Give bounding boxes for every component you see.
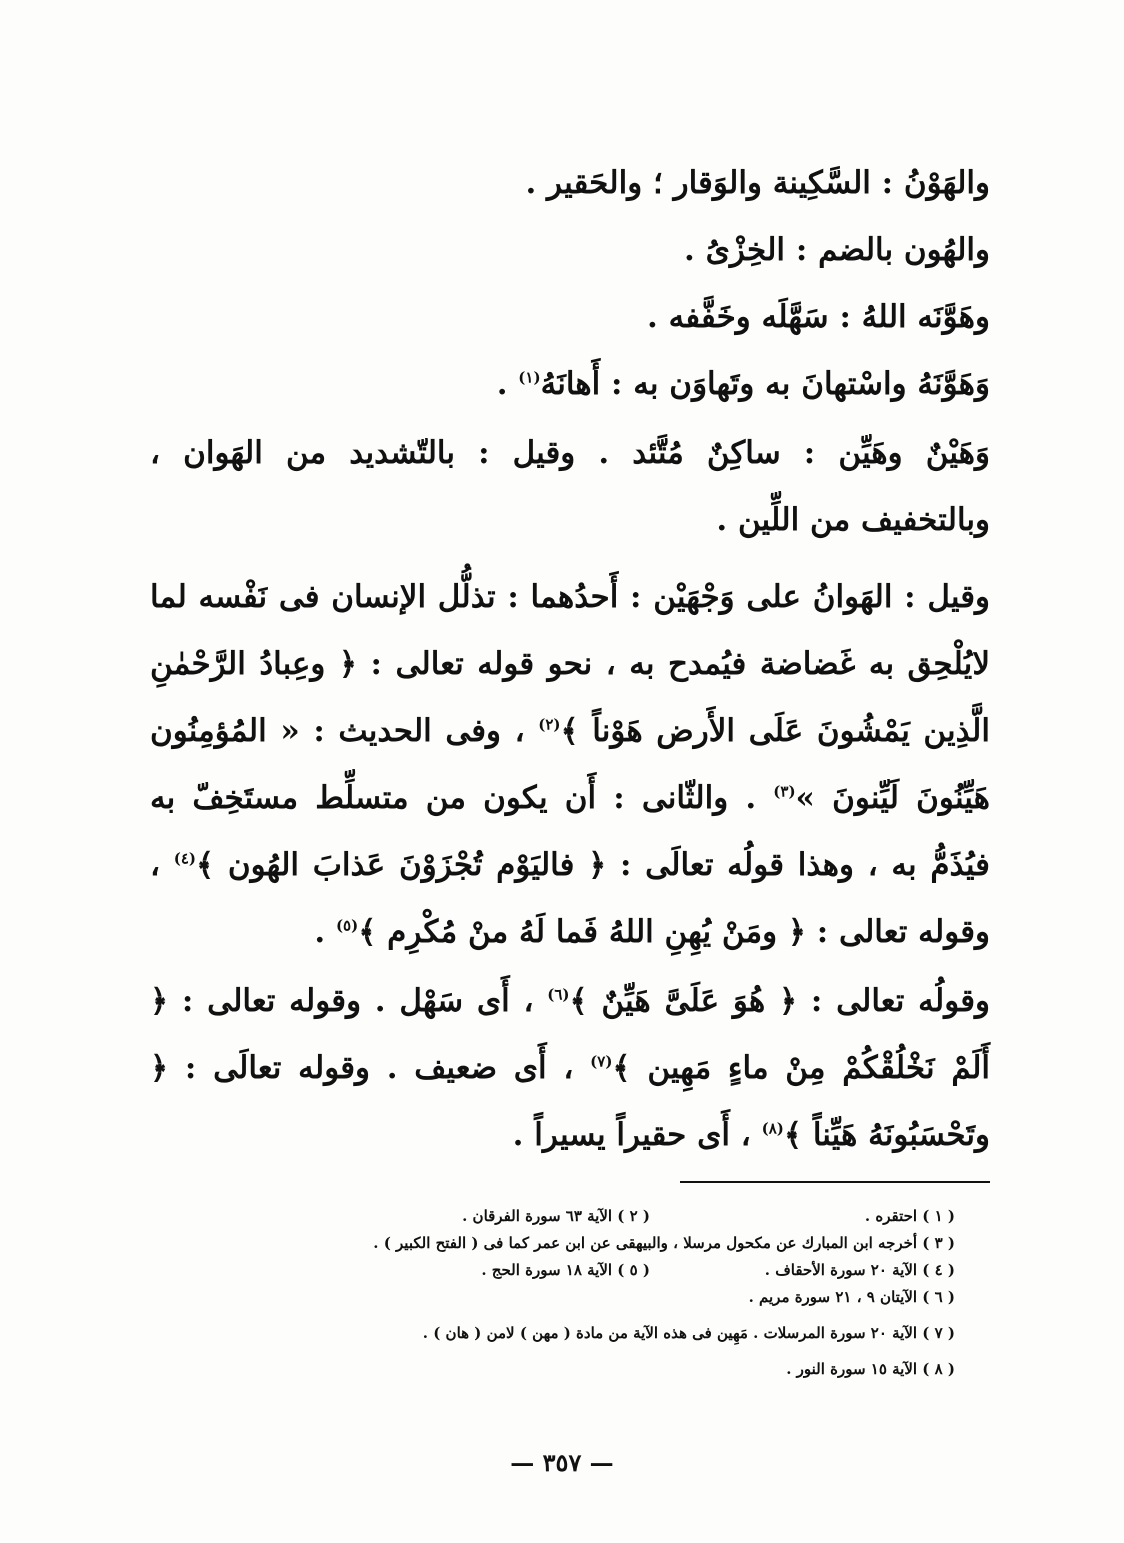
paragraph-6-d: ، وقوله تعالى : ﴿ ومَنْ يُهِنِ اللهُ فَما لَهُ منْ مُكْرِم ﴾ [150, 847, 990, 950]
footnote-ref-1: (١) [518, 368, 541, 387]
footnote-ref-2: (٢) [538, 715, 561, 734]
footnote-divider [680, 1181, 990, 1183]
footnote-7: ( ٧ ) الآية ٢٠ سورة المرسلات . مَهِين فى هذه الآية من مادة ( مهن ) لامن ( هان ) . [422, 1324, 955, 1342]
footnote-6: ( ٦ ) الآيتان ٩ ، ٢١ سورة مريم . [748, 1288, 955, 1306]
footnote-row-1-2 [290, 1203, 955, 1230]
footnote-8: ( ٨ ) الآية ١٥ سورة النور . [786, 1360, 955, 1378]
footnote-4: ( ٤ ) الآية ٢٠ سورة الأحقاف . [764, 1261, 955, 1279]
paragraph-7-b: ، أَى سَهْل . وقوله تعالى : ﴿ أَلَمْ نَخْلُقْكُمْ مِنْ ماءٍ مَهِين ﴾ [150, 983, 991, 1086]
paragraph-7 [150, 968, 990, 1169]
paragraph-7-c: ، أَى ضعيف . وقوله تعالَى : ﴿ وتَحْسَبُونَهُ هَيِّناً ﴾ [150, 1050, 990, 1153]
paragraph-2: والهُون بالضم : الخِزْىُ . [684, 232, 990, 268]
paragraph-4-end: . [496, 366, 519, 402]
paragraph-6-c: . والثّانى : أَن يكون من متسلِّط مستَخِفّ به فيُذَمُّ به ، وهذا قولُه تعالَى : ﴿ فاليَوْم تُجْزَوْنَ عَذابَ الهُون ﴾ [150, 780, 990, 883]
footnote-2: ( ٢ ) الآية ٦٣ سورة الفرقان . [462, 1207, 650, 1225]
page-number: — ٣٥٧ — [510, 1448, 614, 1477]
paragraph-3: وهَوَّنَه اللهُ : سَهَّلَه وخَفَّفه . [647, 299, 990, 335]
paragraph-5: وَهَيْنٌ وهَيِّن : ساكِنٌ مُتَّئد . وقيل : بالتّشديد من الهَوان ، وبالتخفيف من اللِّين . [150, 435, 990, 538]
footnote-3: ( ٣ ) أخرجه ابن المبارك عن مكحول مرسلا ، والبيهقى عن ابن عمر كما فى ( الفتح الكبير ) . [373, 1234, 955, 1252]
main-text [150, 150, 990, 1169]
footnote-ref-7: (٧) [590, 1052, 613, 1071]
paragraph-6 [150, 564, 990, 966]
footnote-ref-8: (٨) [761, 1119, 784, 1138]
footnote-1: ( ١ ) احتقره . [864, 1207, 955, 1225]
footnote-ref-6: (٦) [547, 985, 570, 1004]
paragraph-7-d: ، أَى حقيراً يسيراً . [512, 1117, 762, 1153]
footnote-5: ( ٥ ) الآية ١٨ سورة الحج . [481, 1261, 650, 1279]
paragraph-4-text: وَهَوَّنَهُ واسْتهانَ به وتَهاوَن به : أَهانَهُ [540, 366, 990, 402]
paragraph-6-a: وقيل : الهَوانُ على وَجْهَيْن : أَحدُهما : تذلُّل الإنسان فى نَفْسه لما لايُلْحِق به غَضاضة فيُمدح به ، نحو قوله تعالى : ﴿ وعِبادُ الرَّحْمٰنِ الَّذِين يَمْشُونَ عَلَى الأَرض هَوْناً ﴾ [150, 579, 990, 749]
paragraph-1: والهَوْنُ : السَّكِينة والوَقار ؛ والحَقير . [525, 165, 990, 201]
paragraph-7-a: وقولُه تعالى : ﴿ هُوَ عَلَىَّ هَيِّنٌ ﴾ [569, 983, 990, 1019]
footnote-ref-5: (٥) [335, 916, 359, 935]
paragraph-6-b: ، وفى الحديث : « المُؤمِنُون هَيِّنُونَ لَيِّنونَ » [150, 713, 990, 816]
paragraph-4 [150, 351, 990, 418]
footnote-ref-4: (٤) [173, 849, 196, 868]
paragraph-6-e: . [314, 914, 336, 950]
footnotes [290, 1203, 955, 1383]
footnote-row-4-5 [290, 1257, 955, 1284]
footnote-ref-3: (٣) [773, 782, 796, 801]
